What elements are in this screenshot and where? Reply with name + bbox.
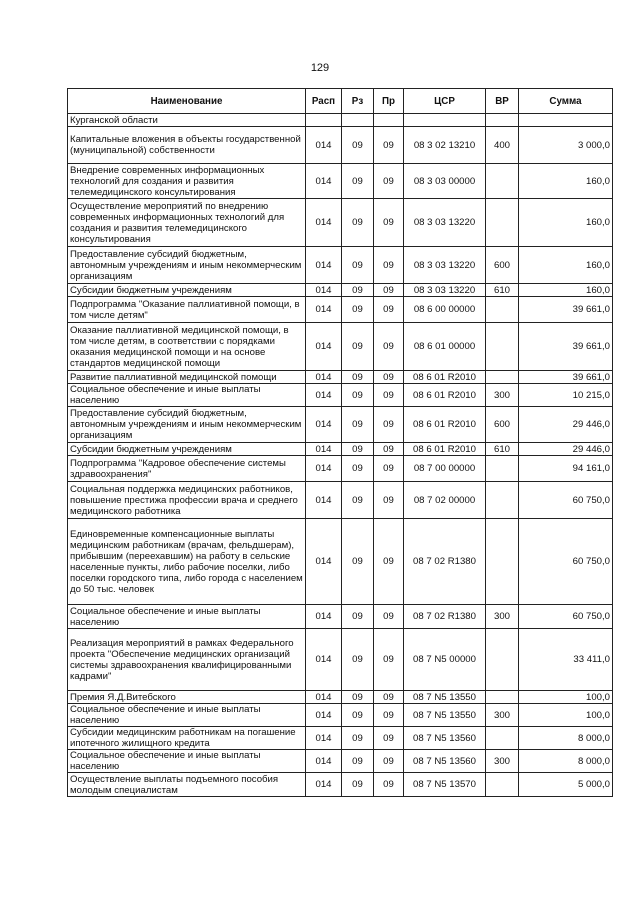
- cell-name: Подпрограмма "Оказание паллиативной помощи, в том числе детям": [68, 297, 306, 323]
- table-row: [68, 605, 613, 629]
- cell-pr: 09: [374, 443, 404, 456]
- cell-pr: 09: [374, 691, 404, 704]
- cell-pr: 09: [374, 727, 404, 750]
- table-row: [68, 727, 613, 750]
- cell-rasp: 014: [306, 704, 342, 727]
- cell-sum: 8 000,0: [519, 727, 613, 750]
- table-row: [68, 482, 613, 519]
- cell-sum: [519, 114, 613, 127]
- table-row: [68, 114, 613, 127]
- cell-sum: 60 750,0: [519, 519, 613, 605]
- page-number: 129: [310, 62, 330, 74]
- cell-rasp: 014: [306, 773, 342, 797]
- cell-csr: 08 7 N5 13550: [404, 704, 486, 727]
- cell-vr: 300: [486, 704, 519, 727]
- cell-rasp: 014: [306, 456, 342, 482]
- cell-vr: [486, 456, 519, 482]
- cell-rasp: 014: [306, 323, 342, 371]
- table-row: [68, 519, 613, 605]
- cell-name: Развитие паллиативной медицинской помощи: [68, 371, 306, 384]
- cell-vr: [486, 297, 519, 323]
- cell-csr: 08 3 03 13220: [404, 199, 486, 247]
- cell-pr: 09: [374, 371, 404, 384]
- cell-sum: 100,0: [519, 704, 613, 727]
- header-vr: ВР: [486, 89, 519, 114]
- cell-vr: [486, 482, 519, 519]
- cell-csr: 08 6 01 R2010: [404, 443, 486, 456]
- table-row: [68, 384, 613, 407]
- cell-sum: 29 446,0: [519, 407, 613, 443]
- cell-rasp: 014: [306, 247, 342, 284]
- cell-sum: 94 161,0: [519, 456, 613, 482]
- cell-rz: 09: [342, 629, 374, 691]
- header-rz: Рз: [342, 89, 374, 114]
- table-header-row: [68, 89, 613, 114]
- cell-rasp: 014: [306, 629, 342, 691]
- cell-sum: 39 661,0: [519, 323, 613, 371]
- table-row: [68, 199, 613, 247]
- cell-name: Реализация мероприятий в рамках Федерального проекта "Обеспечение медицинских организаций системы здравоохранения квалифицированными кадрами": [68, 629, 306, 691]
- cell-name: Социальная поддержка медицинских работников, повышение престижа профессии врача и среднего медицинского работника: [68, 482, 306, 519]
- cell-rz: [342, 114, 374, 127]
- cell-vr: [486, 773, 519, 797]
- cell-name: Субсидии медицинским работникам на погашение ипотечного жилищного кредита: [68, 727, 306, 750]
- table-row: [68, 704, 613, 727]
- cell-csr: 08 7 02 R1380: [404, 519, 486, 605]
- cell-pr: 09: [374, 284, 404, 297]
- cell-csr: [404, 114, 486, 127]
- cell-vr: 610: [486, 284, 519, 297]
- cell-sum: 3 000,0: [519, 127, 613, 164]
- cell-name: Субсидии бюджетным учреждениям: [68, 284, 306, 297]
- cell-name: Предоставление субсидий бюджетным, автономным учреждениям и иным некоммерческим организациям: [68, 407, 306, 443]
- cell-vr: 300: [486, 750, 519, 773]
- cell-pr: 09: [374, 773, 404, 797]
- table-row: [68, 407, 613, 443]
- cell-vr: [486, 691, 519, 704]
- cell-name: Социальное обеспечение и иные выплаты населению: [68, 750, 306, 773]
- cell-csr: 08 3 02 13210: [404, 127, 486, 164]
- cell-csr: 08 7 02 R1380: [404, 605, 486, 629]
- cell-rz: 09: [342, 443, 374, 456]
- cell-sum: 160,0: [519, 247, 613, 284]
- cell-pr: 09: [374, 164, 404, 199]
- cell-rasp: 014: [306, 164, 342, 199]
- cell-rz: 09: [342, 482, 374, 519]
- cell-name: Социальное обеспечение и иные выплаты населению: [68, 704, 306, 727]
- cell-csr: 08 7 02 00000: [404, 482, 486, 519]
- cell-sum: 10 215,0: [519, 384, 613, 407]
- header-name: Наименование: [68, 89, 306, 114]
- cell-rasp: 014: [306, 384, 342, 407]
- table-row: [68, 371, 613, 384]
- cell-csr: 08 6 01 00000: [404, 323, 486, 371]
- cell-sum: 39 661,0: [519, 297, 613, 323]
- cell-rasp: 014: [306, 482, 342, 519]
- cell-rasp: 014: [306, 284, 342, 297]
- cell-pr: 09: [374, 482, 404, 519]
- cell-sum: 60 750,0: [519, 482, 613, 519]
- table-row: [68, 164, 613, 199]
- header-sum: Сумма: [519, 89, 613, 114]
- cell-rasp: 014: [306, 605, 342, 629]
- cell-rz: 09: [342, 519, 374, 605]
- cell-rz: 09: [342, 773, 374, 797]
- cell-rz: 09: [342, 323, 374, 371]
- cell-sum: 160,0: [519, 284, 613, 297]
- cell-rasp: 014: [306, 519, 342, 605]
- cell-name: Внедрение современных информационных технологий для создания и развития телемедицинского консультирования: [68, 164, 306, 199]
- cell-vr: [486, 164, 519, 199]
- cell-name: Премия Я.Д.Витебского: [68, 691, 306, 704]
- cell-name: Курганской области: [68, 114, 306, 127]
- cell-pr: 09: [374, 323, 404, 371]
- cell-rz: 09: [342, 371, 374, 384]
- cell-vr: [486, 199, 519, 247]
- cell-rasp: 014: [306, 443, 342, 456]
- cell-csr: 08 3 03 13220: [404, 247, 486, 284]
- table-row: [68, 247, 613, 284]
- cell-sum: 39 661,0: [519, 371, 613, 384]
- cell-pr: 09: [374, 127, 404, 164]
- cell-rz: 09: [342, 750, 374, 773]
- cell-name: Субсидии бюджетным учреждениям: [68, 443, 306, 456]
- cell-name: Осуществление мероприятий по внедрению современных информационных технологий для создания и развития телемедицинского консультирования: [68, 199, 306, 247]
- cell-vr: 600: [486, 407, 519, 443]
- cell-vr: 610: [486, 443, 519, 456]
- cell-vr: 300: [486, 384, 519, 407]
- cell-vr: [486, 323, 519, 371]
- cell-rasp: 014: [306, 750, 342, 773]
- cell-rz: 09: [342, 284, 374, 297]
- cell-rasp: 014: [306, 297, 342, 323]
- cell-rz: 09: [342, 199, 374, 247]
- cell-vr: 600: [486, 247, 519, 284]
- cell-rz: 09: [342, 164, 374, 199]
- cell-vr: 300: [486, 605, 519, 629]
- cell-name: Социальное обеспечение и иные выплаты населению: [68, 384, 306, 407]
- cell-csr: 08 7 N5 13570: [404, 773, 486, 797]
- cell-csr: 08 3 03 13220: [404, 284, 486, 297]
- cell-rz: 09: [342, 691, 374, 704]
- table-row: [68, 127, 613, 164]
- cell-rasp: 014: [306, 727, 342, 750]
- cell-csr: 08 6 01 R2010: [404, 384, 486, 407]
- cell-rasp: 014: [306, 199, 342, 247]
- cell-sum: 160,0: [519, 164, 613, 199]
- cell-pr: 09: [374, 629, 404, 691]
- cell-rasp: 014: [306, 407, 342, 443]
- table-row: [68, 284, 613, 297]
- cell-pr: 09: [374, 297, 404, 323]
- cell-sum: 8 000,0: [519, 750, 613, 773]
- cell-pr: 09: [374, 384, 404, 407]
- cell-name: Осуществление выплаты подъемного пособия молодым специалистам: [68, 773, 306, 797]
- cell-rz: 09: [342, 727, 374, 750]
- cell-sum: 5 000,0: [519, 773, 613, 797]
- cell-vr: [486, 114, 519, 127]
- cell-csr: 08 7 N5 13560: [404, 750, 486, 773]
- cell-name: Предоставление субсидий бюджетным, автономным учреждениям и иным некоммерческим организациям: [68, 247, 306, 284]
- cell-rz: 09: [342, 297, 374, 323]
- cell-pr: 09: [374, 199, 404, 247]
- cell-pr: 09: [374, 247, 404, 284]
- cell-name: Подпрограмма "Кадровое обеспечение системы здравоохранения": [68, 456, 306, 482]
- cell-rz: 09: [342, 456, 374, 482]
- cell-name: Социальное обеспечение и иные выплаты населению: [68, 605, 306, 629]
- cell-sum: 160,0: [519, 199, 613, 247]
- cell-rasp: 014: [306, 371, 342, 384]
- cell-csr: 08 6 01 R2010: [404, 407, 486, 443]
- cell-csr: 08 7 N5 13560: [404, 727, 486, 750]
- cell-csr: 08 7 00 00000: [404, 456, 486, 482]
- cell-pr: 09: [374, 456, 404, 482]
- cell-rz: 09: [342, 407, 374, 443]
- cell-vr: [486, 371, 519, 384]
- cell-sum: 60 750,0: [519, 605, 613, 629]
- cell-sum: 29 446,0: [519, 443, 613, 456]
- header-csr: ЦСР: [404, 89, 486, 114]
- table-row: [68, 691, 613, 704]
- cell-pr: 09: [374, 407, 404, 443]
- cell-vr: [486, 629, 519, 691]
- header-rasp: Расп: [306, 89, 342, 114]
- table-row: [68, 323, 613, 371]
- cell-sum: 33 411,0: [519, 629, 613, 691]
- cell-rasp: 014: [306, 127, 342, 164]
- cell-csr: 08 6 01 R2010: [404, 371, 486, 384]
- cell-csr: 08 6 00 00000: [404, 297, 486, 323]
- cell-pr: 09: [374, 750, 404, 773]
- table-row: [68, 629, 613, 691]
- cell-pr: 09: [374, 704, 404, 727]
- cell-vr: [486, 727, 519, 750]
- cell-name: Капитальные вложения в объекты государственной (муниципальной) собственности: [68, 127, 306, 164]
- cell-rasp: 014: [306, 691, 342, 704]
- table-row: [68, 773, 613, 797]
- cell-pr: 09: [374, 605, 404, 629]
- cell-pr: 09: [374, 519, 404, 605]
- cell-name: Оказание паллиативной медицинской помощи, в том числе детям, в соответствии с порядками оказания медицинской помощи и на основе стандартов медицинской помощи: [68, 323, 306, 371]
- table-row: [68, 443, 613, 456]
- budget-table: [67, 88, 613, 797]
- table-row: [68, 297, 613, 323]
- cell-vr: [486, 519, 519, 605]
- cell-rasp: [306, 114, 342, 127]
- cell-csr: 08 3 03 00000: [404, 164, 486, 199]
- cell-rz: 09: [342, 384, 374, 407]
- cell-pr: [374, 114, 404, 127]
- cell-csr: 08 7 N5 00000: [404, 629, 486, 691]
- cell-name: Единовременные компенсационные выплаты медицинским работникам (врачам, фельдшерам), прибывшим (переехавшим) на работу в сельские населенные пункты, либо рабочие поселки, либо поселки городского типа, либо города с населением до 50 тыс. человек: [68, 519, 306, 605]
- cell-rz: 09: [342, 247, 374, 284]
- table-row: [68, 456, 613, 482]
- cell-vr: 400: [486, 127, 519, 164]
- header-pr: Пр: [374, 89, 404, 114]
- cell-rz: 09: [342, 127, 374, 164]
- cell-rz: 09: [342, 605, 374, 629]
- table-row: [68, 750, 613, 773]
- cell-csr: 08 7 N5 13550: [404, 691, 486, 704]
- cell-sum: 100,0: [519, 691, 613, 704]
- cell-rz: 09: [342, 704, 374, 727]
